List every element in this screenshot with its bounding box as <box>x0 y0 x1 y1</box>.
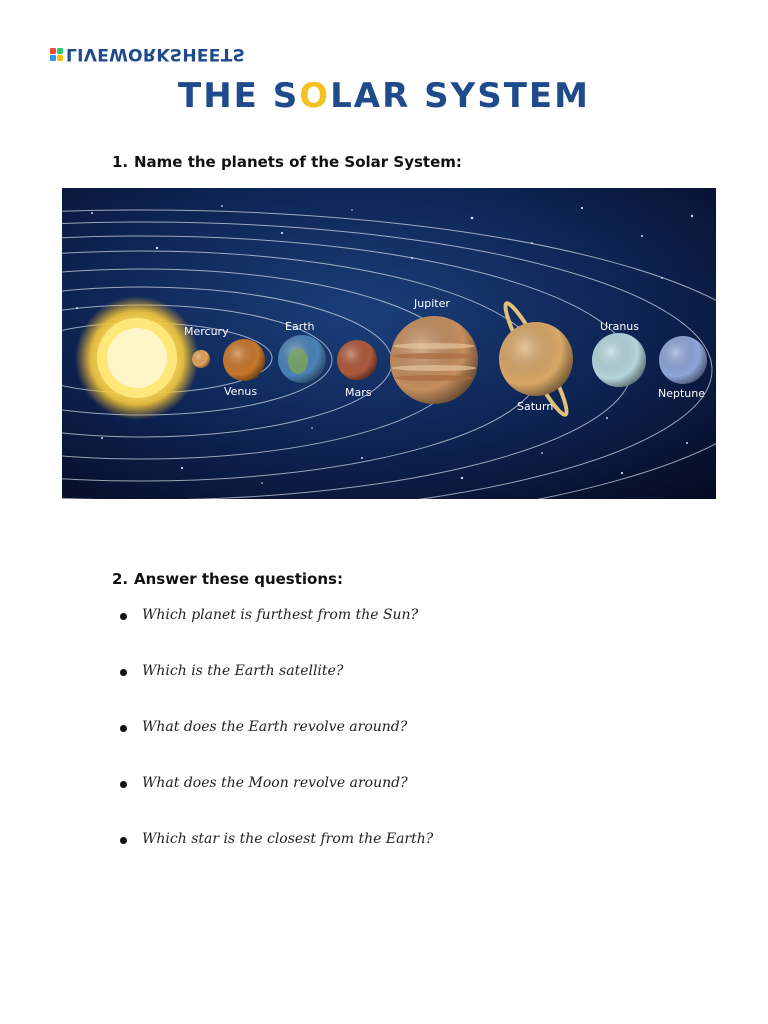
planet-label-venus: Venus <box>224 385 258 398</box>
logo-block-red <box>50 48 56 54</box>
logo-block-green <box>57 48 63 54</box>
question-text: What does the Moon revolve around? <box>142 775 408 791</box>
page-title <box>0 76 768 116</box>
planet-label-saturn: Saturn <box>517 400 554 413</box>
logo-block-yellow <box>57 55 63 61</box>
logo-block-blue <box>50 55 56 61</box>
section-1-heading <box>112 153 462 171</box>
planet-label-neptune: Neptune <box>658 387 706 400</box>
solar-system-image <box>62 188 716 499</box>
section-2-text: Answer these questions: <box>134 570 343 588</box>
earth-planet-icon <box>278 335 326 383</box>
planet-label-earth: Earth <box>285 320 315 333</box>
section-1-number: 1. <box>112 153 129 171</box>
liveworksheets-logo <box>50 44 245 64</box>
question-item <box>120 607 433 663</box>
section-1-text: Name the planets of the Solar System: <box>134 153 462 171</box>
title-part-1: THE S <box>178 76 300 116</box>
question-text: Which planet is furthest from the Sun? <box>142 607 419 623</box>
section-2-heading <box>112 570 343 588</box>
planet-label-uranus: Uranus <box>600 320 639 333</box>
question-item <box>120 775 433 831</box>
question-item <box>120 719 433 775</box>
bullet-icon <box>120 613 127 620</box>
planet-label-jupiter: Jupiter <box>414 297 450 310</box>
jupiter-planet-icon <box>390 316 478 404</box>
bullet-icon <box>120 669 127 676</box>
question-item <box>120 831 433 887</box>
question-text: Which star is the closest from the Earth? <box>142 831 434 847</box>
logo-text: LIVEWORKSHEETS <box>66 44 246 64</box>
mars-planet-icon <box>337 340 377 380</box>
sun-icon <box>75 296 199 420</box>
bullet-icon <box>120 725 127 732</box>
planet-label-mars: Mars <box>345 386 372 399</box>
question-item <box>120 663 433 719</box>
neptune-planet-icon <box>659 336 707 384</box>
bullet-icon <box>120 837 127 844</box>
question-text: Which is the Earth satellite? <box>142 663 344 679</box>
title-part-2: LAR SYSTEM <box>330 76 590 116</box>
section-2-number: 2. <box>112 570 129 588</box>
question-list <box>120 607 433 887</box>
uranus-planet-icon <box>592 333 646 387</box>
bullet-icon <box>120 781 127 788</box>
question-text: What does the Earth revolve around? <box>142 719 408 735</box>
logo-icon <box>50 48 63 61</box>
title-accent-letter: O <box>299 76 331 116</box>
planet-label-mercury: Mercury <box>184 325 229 338</box>
mercury-planet-icon <box>192 350 210 368</box>
venus-planet-icon <box>223 339 265 381</box>
